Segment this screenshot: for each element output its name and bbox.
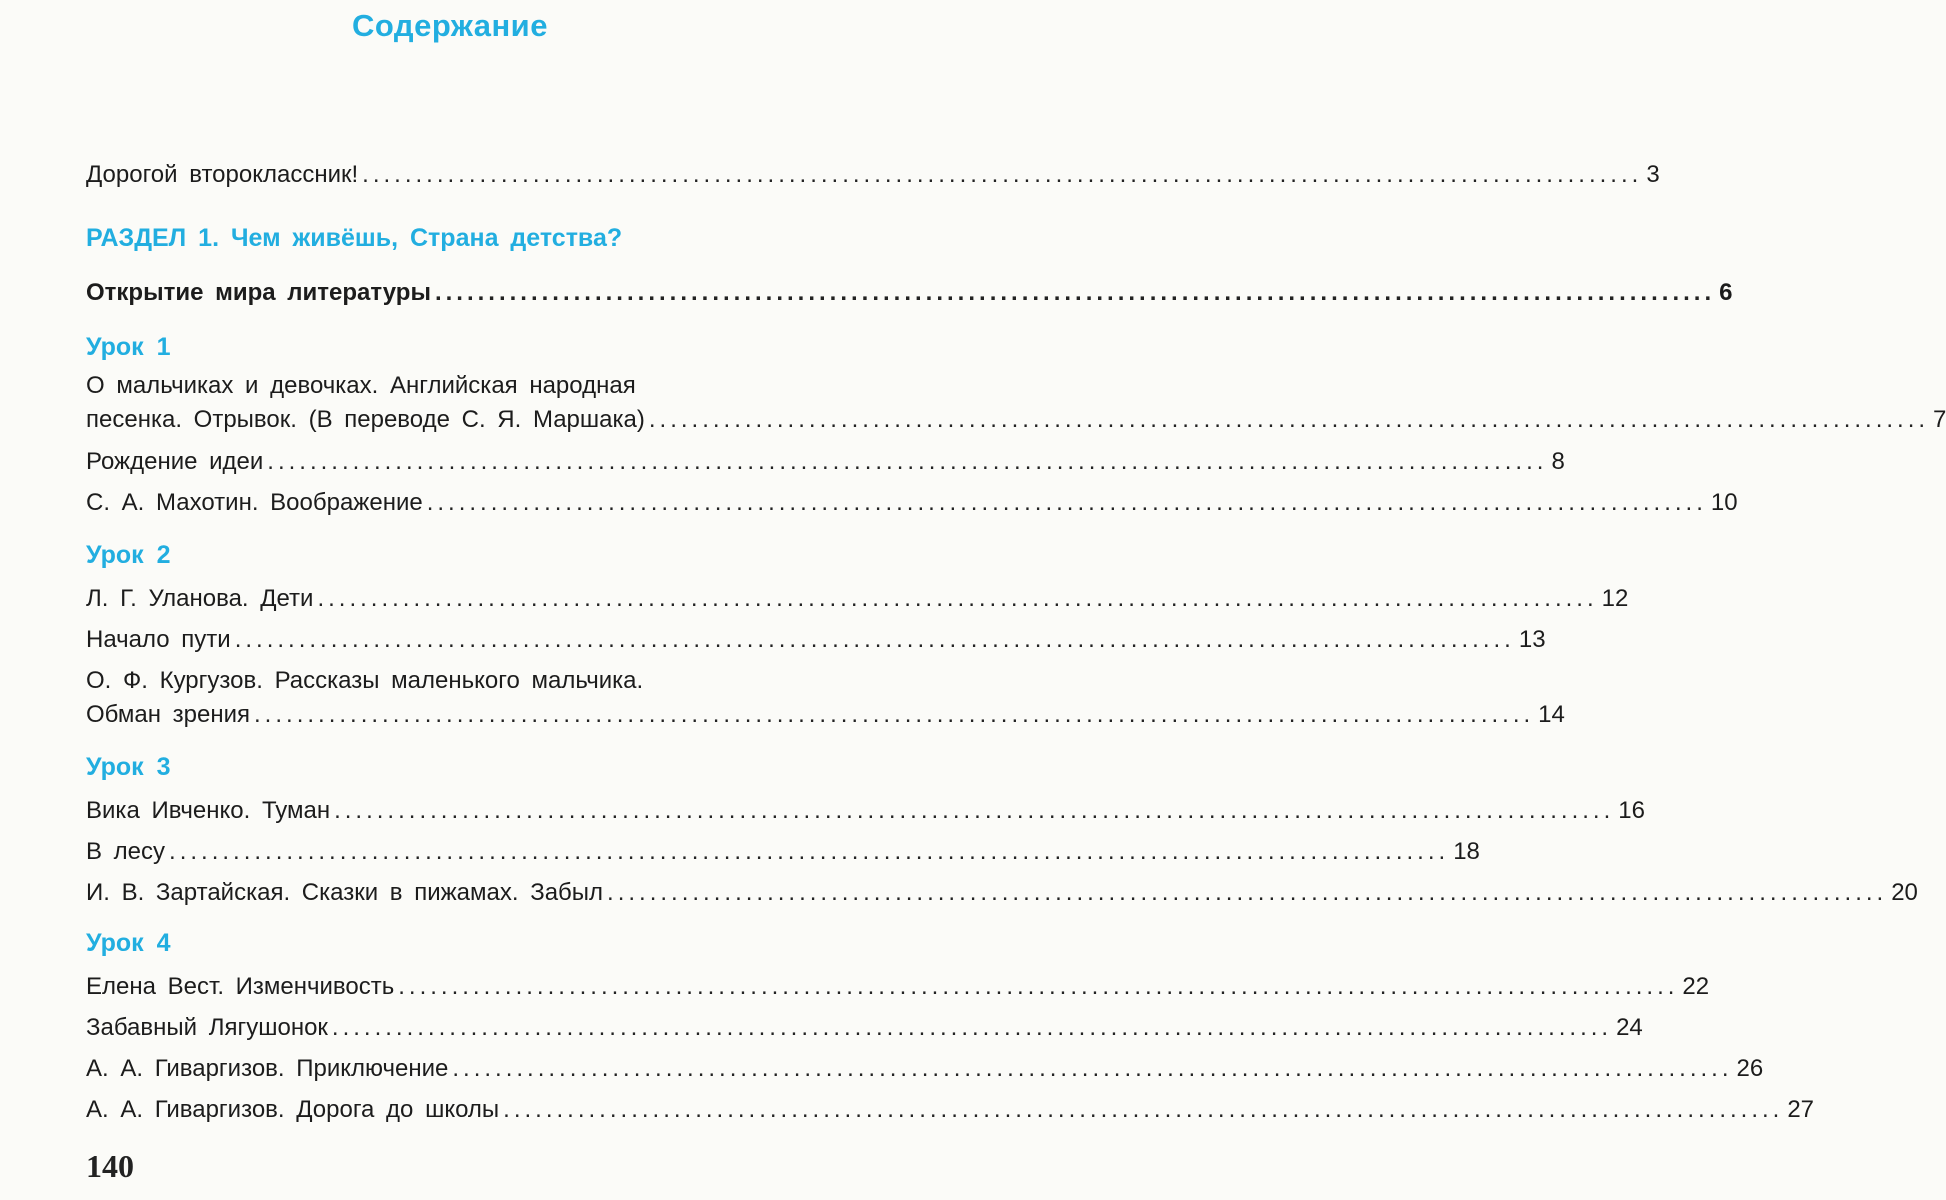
toc-entry[interactable]: [86, 584, 1629, 613]
toc-entry[interactable]: [86, 878, 1918, 907]
toc-entry[interactable]: [86, 1095, 1815, 1124]
dot-leader: ........................................................................................................................: [362, 161, 1643, 188]
lesson-heading: Урок 2: [86, 541, 171, 569]
entry-page: 14: [1538, 701, 1565, 728]
toc-entry[interactable]: [86, 625, 1546, 654]
entry-title: Дорогой второклассник!: [86, 161, 359, 188]
lesson-heading: Урок 1: [86, 333, 171, 361]
entry-title: Обман зрения: [86, 701, 251, 728]
dot-leader: ........................................................................................................................: [334, 797, 1615, 824]
page-title: Содержание: [352, 8, 548, 43]
toc-entry[interactable]: [86, 447, 1565, 476]
entry-page: 8: [1551, 448, 1565, 475]
dot-leader: ........................................................................................................................: [234, 626, 1515, 653]
entry-page: 20: [1891, 879, 1918, 906]
entry-title-line1: О мальчиках и девочках. Английская народная: [86, 372, 636, 399]
entry-title: Рождение идеи: [86, 448, 264, 475]
entry-title: Начало пути: [86, 626, 231, 653]
entry-title: песенка. Отрывок. (В переводе С. Я. Маршака): [86, 406, 645, 433]
entry-title: Елена Вест. Изменчивость: [86, 973, 395, 1000]
toc-entry[interactable]: [86, 1054, 1764, 1083]
page-number: 140: [86, 1148, 134, 1184]
entry-page: 10: [1710, 489, 1738, 516]
dot-leader: ........................................................................................................................: [398, 973, 1679, 1000]
toc-entry[interactable]: [86, 972, 1710, 1001]
toc-entry-intro[interactable]: [86, 160, 1660, 189]
lesson-heading: Урок 3: [86, 753, 171, 781]
dot-leader: ........................................................................................................................: [317, 585, 1598, 612]
toc-entry[interactable]: [86, 796, 1645, 825]
entry-page: 27: [1787, 1096, 1815, 1123]
toc-entry[interactable]: [86, 405, 1946, 434]
entry-title: Вика Ивченко. Туман: [86, 797, 331, 824]
entry-title: В лесу: [86, 838, 166, 865]
entry-title: И. В. Зартайская. Сказки в пижамах. Забыл: [86, 879, 604, 906]
entry-title: Забавный Лягушонок: [86, 1014, 328, 1041]
entry-title: А. А. Гиваргизов. Дорога до школы: [86, 1096, 500, 1123]
toc-entry[interactable]: [86, 488, 1738, 517]
dot-leader: ........................................................................................................................: [254, 701, 1535, 728]
toc-entry-subsection[interactable]: [86, 278, 1733, 307]
entry-title: С. А. Махотин. Воображение: [86, 489, 423, 516]
entry-page: 13: [1518, 626, 1546, 653]
entry-page: 12: [1601, 585, 1629, 612]
entry-title: Открытие мира литературы: [86, 279, 431, 306]
entry-title-line1: О. Ф. Кургузов. Рассказы маленького мальчика.: [86, 667, 644, 694]
section-heading: РАЗДЕЛ 1. Чем живёшь, Страна детства?: [86, 224, 623, 252]
entry-title: А. А. Гиваргизов. Приключение: [86, 1055, 449, 1082]
dot-leader: ........................................................................................................................: [169, 838, 1450, 865]
entry-page: 24: [1616, 1014, 1643, 1041]
toc-entry[interactable]: [86, 837, 1480, 866]
dot-leader: ........................................................................................................................: [267, 448, 1548, 475]
toc-entry[interactable]: [86, 700, 1565, 729]
dot-leader: ........................................................................................................................: [503, 1096, 1784, 1123]
lesson-heading: Урок 4: [86, 929, 171, 957]
toc-entry[interactable]: [86, 1013, 1643, 1042]
entry-page: 3: [1646, 161, 1660, 188]
entry-page: 18: [1453, 838, 1480, 865]
entry-page: 22: [1682, 973, 1710, 1000]
dot-leader: ........................................................................................................................: [607, 879, 1888, 906]
entry-page: 26: [1736, 1055, 1764, 1082]
dot-leader: ........................................................................................................................: [434, 279, 1716, 306]
dot-leader: ........................................................................................................................: [648, 406, 1930, 433]
dot-leader: ........................................................................................................................: [331, 1014, 1613, 1041]
entry-page: 7: [1933, 406, 1946, 433]
entry-title: Л. Г. Уланова. Дети: [86, 585, 314, 612]
entry-page: 6: [1719, 279, 1733, 306]
dot-leader: ........................................................................................................................: [426, 489, 1707, 516]
entry-page: 16: [1618, 797, 1645, 824]
dot-leader: ........................................................................................................................: [452, 1055, 1733, 1082]
